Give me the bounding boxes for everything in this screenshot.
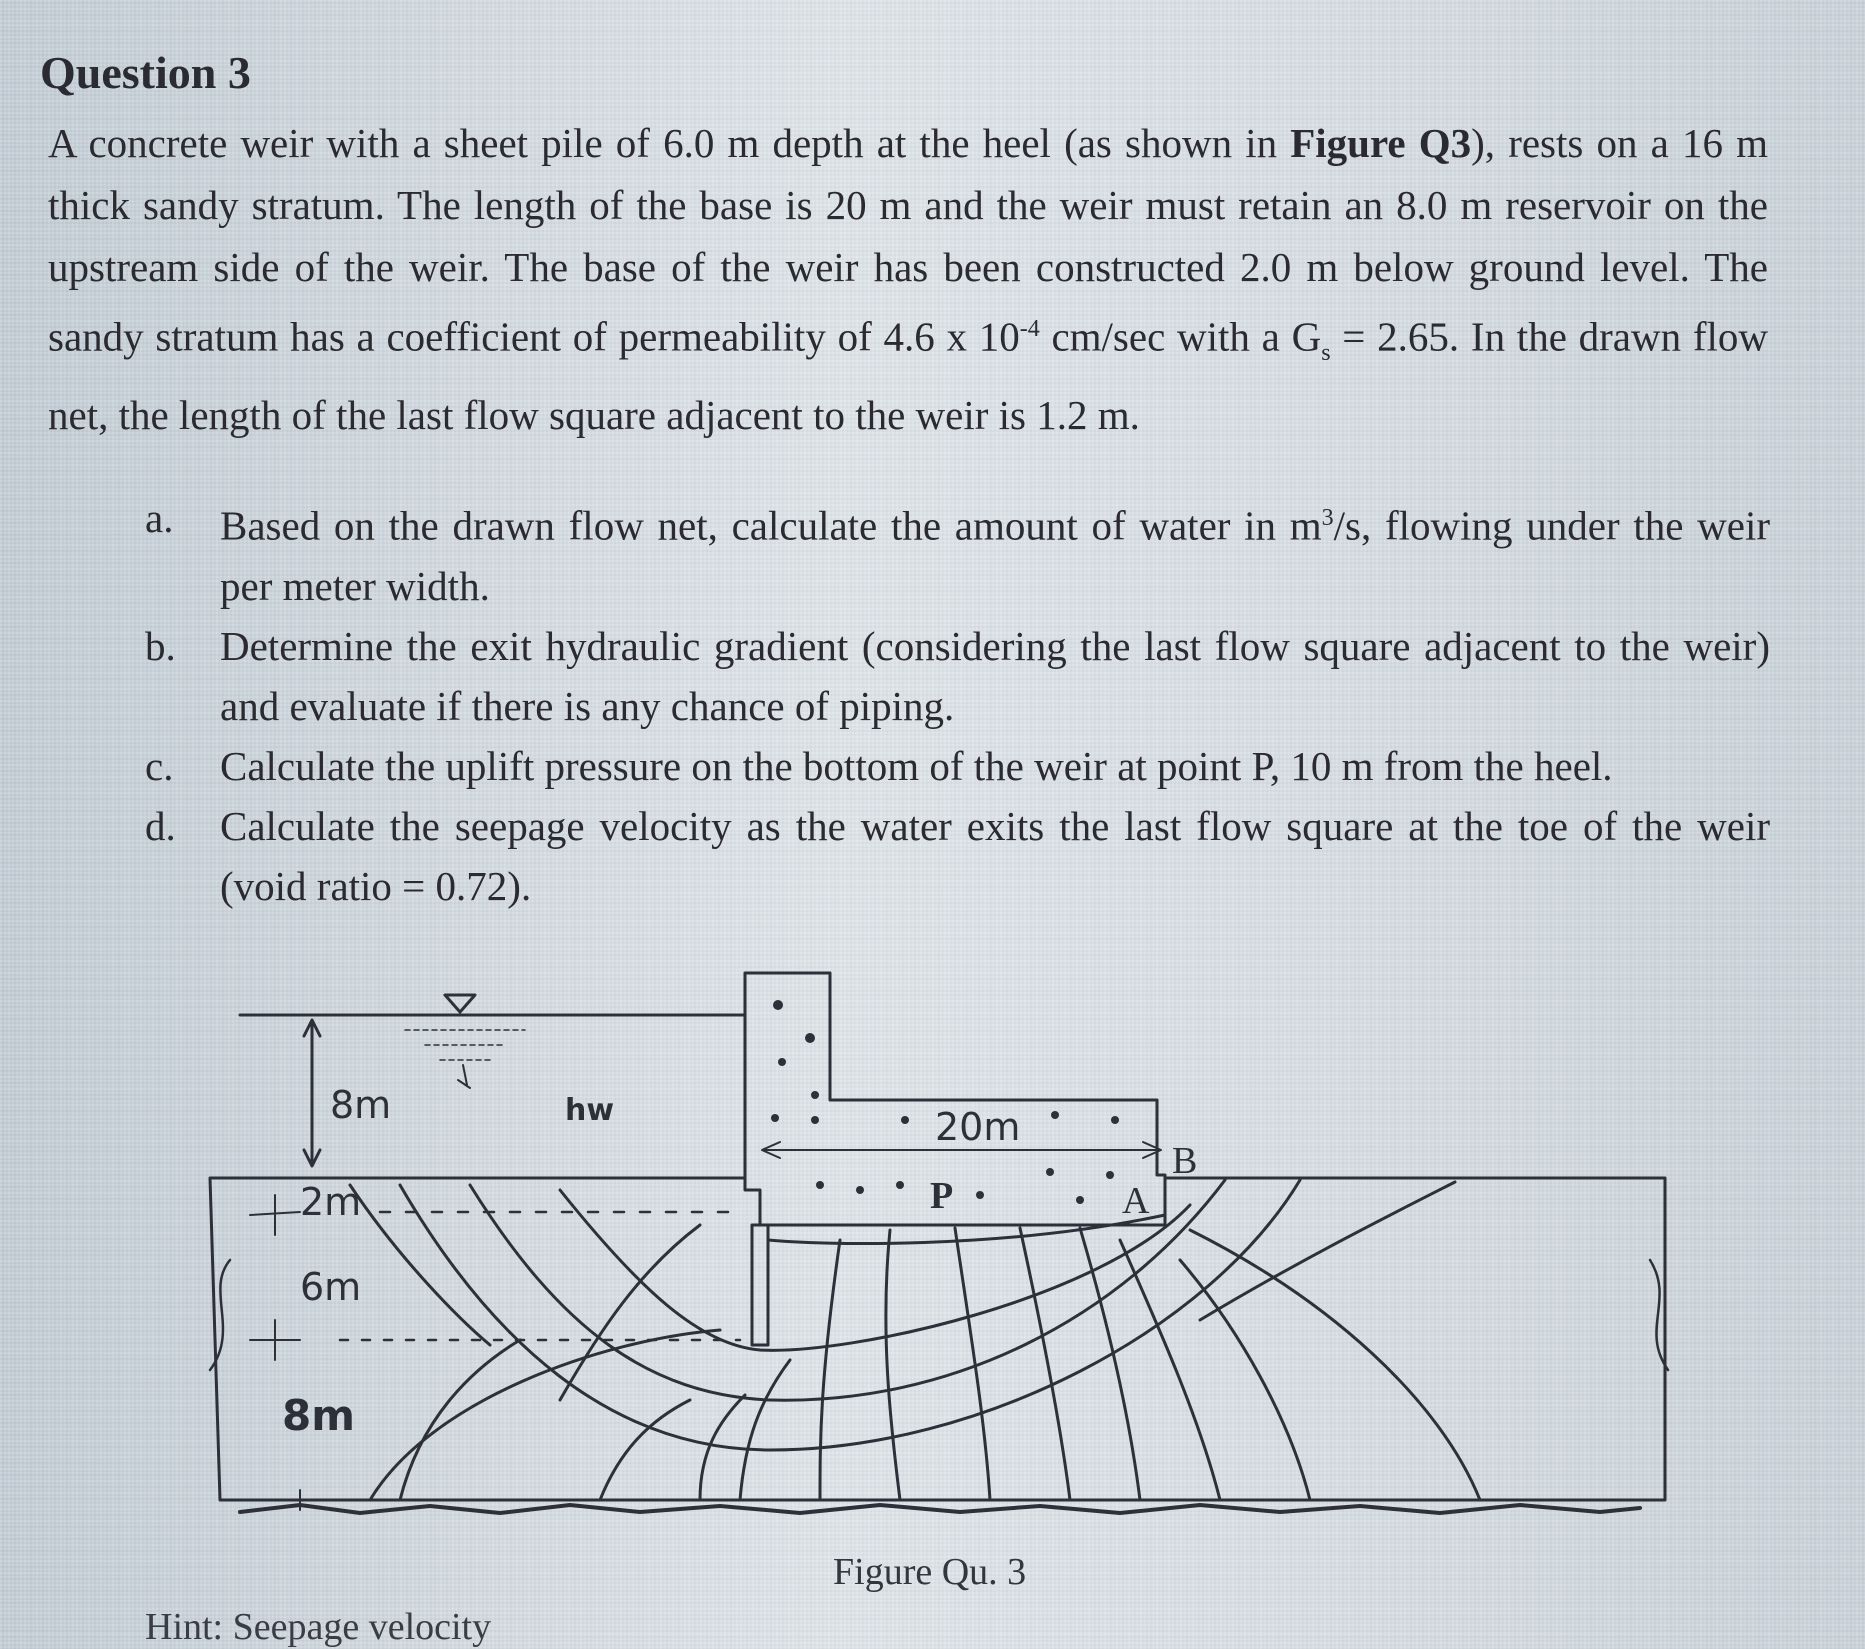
cubed-superscript: 3 [1321,505,1334,531]
equipotential-line [350,1185,490,1345]
equipotential-line [1190,1230,1480,1500]
hint-text: Hint: Seepage velocity [145,1606,492,1648]
concrete-weir [745,973,1165,1225]
question-title: Question 3 [40,47,251,98]
intro-text-1: A concrete weir with a sheet pile of 6.0 m depth at the heel (as shown in [48,120,1291,166]
sheet-pile [752,1225,768,1345]
sub-question-text: Calculate the seepage velocity as the water exits the last flow square at the toe of the weir (void ratio = 0.72). [220,802,1770,909]
embed-depth-label: 2m [300,1180,362,1224]
hw-label: hw [565,1093,615,1128]
point-p-label: P [930,1175,954,1217]
equipotential-line [560,1225,700,1400]
flow-line-3 [470,1180,1225,1400]
figure-caption: Figure Qu. 3 [833,1551,1027,1593]
equipotential-line [400,1340,520,1500]
equipotential-line [886,1230,900,1500]
gs-subscript: s [1321,339,1331,366]
equipotential-line [1180,1260,1310,1500]
base-length-label: 20m [935,1105,1021,1149]
sub-question-text: Based on the drawn flow net, calculate the amount of water in m [220,502,1322,549]
equipotential-line [820,1240,840,1500]
sub-question-text: Calculate the uplift pressure on the bottom of the weir at point P, 10 m from the heel. [220,742,1613,789]
equipotential-line [1200,1182,1455,1320]
water-depth-label: 8m [330,1083,392,1127]
sub-question-text: Determine the exit hydraulic gradient (considering the last flow square adjacent to the weir) and evaluate if there is any chance of piping. [220,622,1770,729]
sub-question-label: c. [145,742,174,789]
flow-line-1 [768,1215,1165,1244]
sub-question-label: a. [145,495,174,541]
flow-line-5 [370,1330,720,1500]
point-a-label: A [1122,1180,1150,1222]
equipotential-line [600,1400,690,1500]
equipotential-line [1080,1228,1140,1500]
sub-question-label: d. [145,802,176,849]
equipotential-line [1020,1228,1070,1500]
impermeable-base [240,1505,1640,1513]
water-level-symbol [445,995,475,1012]
equipotential-line [740,1360,790,1500]
pile-depth-label: 6m [300,1265,362,1309]
point-b-label: B [1172,1140,1198,1182]
sub-question-label: b. [145,622,176,669]
permeability-exponent: -4 [1019,316,1040,342]
figure-reference: Figure Q3 [1290,120,1472,166]
sub-question-text-end: /s, flowing under the weir per meter width. [220,502,1770,609]
intro-text-2: ), rests on a 16 m thick sandy stratum. The length of the base is 20 m and the weir must retain an 8.0 m reservoir on the upstream side of the weir. The base of the weir has been constructed 2.0 m below ground level. The sandy stratum has a coefficient of permeability of 4.6 x 10 [48,120,1768,360]
intro-text-3: cm/sec with a G [1039,313,1322,360]
flow-line-2 [560,1190,1190,1350]
intro-text-4: = 2.65. In the drawn flow net, the length of the last flow square adjacent to the weir is 1.2 m. [48,313,1768,438]
below-pile-depth-label: 8m [282,1391,355,1440]
